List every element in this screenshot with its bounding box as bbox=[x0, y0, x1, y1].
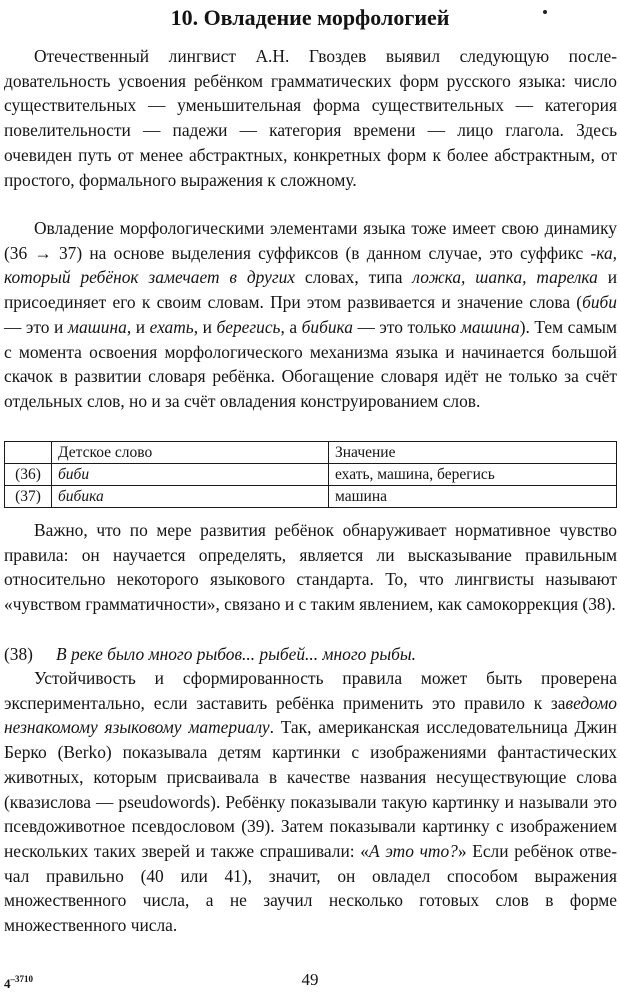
example-number: (38) bbox=[4, 644, 33, 664]
table-header-cell: Значение bbox=[329, 442, 617, 464]
printer-signature: $4^{-3710}$ bbox=[4, 974, 33, 991]
page-number: 49 bbox=[301, 970, 319, 989]
example-38 bbox=[4, 642, 617, 667]
child-words-table bbox=[4, 441, 617, 508]
example-text: В реке было много рыбов... рыбей... много рыбы. bbox=[56, 644, 417, 664]
table-cell-number: (36) bbox=[5, 464, 52, 486]
table-cell-word: бибика bbox=[52, 486, 329, 508]
print-speck bbox=[543, 10, 547, 14]
table-header-cell: Детское слово bbox=[52, 442, 329, 464]
table-header-cell bbox=[5, 442, 52, 464]
paragraph-grammaticality: Важно, что по мере развития ребёнок обнаруживает нормативное чувство правила: он научается определять, является ли высказывание правильным относительно некоторого языкового стандарта. То, что лингвисты называют «чувством грамматичности», связано и с таким явлением, как самокоррекция (38). bbox=[4, 520, 617, 615]
paragraph-morphology: Овладение морфологическими элементами языка тоже имеет свою динамику (36 → 37) на основе выделения суффиксов (в данном случае, это суффикс -ка, который ребёнок замечает в других словах, типа ложка, шапка, тарелка и присоединяет его к своим словам. При этом развивается и значение слова (биби — это и машина, и ехать, и берегись, а бибика — это только машина). Тем самым с момента освоения морфологического механизма языка и начинается большой скачок в развитии словаря ребёнка. Обогащение словаря идёт не только за счёт отдельных слов, но и за счёт овладения конструированием слов. bbox=[4, 218, 618, 411]
table-row bbox=[5, 464, 617, 486]
paragraph-berko: Устойчивость и сформированность правила может быть проверена экспериментально, если заставить ребёнка применить это правило к заведомо незнакомому языковому материалу. Так, американская исследовательница Джин Берко (Berko) показывала детям картинки с изображениями фантастических животных, которым присваивала в качестве названия несуществующие слова (квазислова — pseudowords). Ребёнку показывали такую картинку и называли это псевдоживотное псевдословом (39). Затем показывали картинку с изображением нескольких таких зверей и также спрашивали: «А это что?» Если ребёнок отвечал правильно (40 или 41), значит, он овладел способом выражения множественного числа, а не заучил несколько готовых слов в форме множественного числа. bbox=[4, 668, 617, 936]
table-cell-word: биби bbox=[52, 464, 329, 486]
table-row bbox=[5, 486, 617, 508]
section-title: 10. Овладение морфологией bbox=[170, 5, 450, 30]
table-cell-number: (37) bbox=[5, 486, 52, 508]
paragraph-gvozdev: Отечественный лингвист А.Н. Гвоздев выявил следующую последовательность усвоения ребёнком грамматических форм русского языка: число существительных — уменьшительная форма существительных — категория повелительности — падежи — категория времени — лицо глагола. Здесь очевиден путь от менее абстрактных, конкретных форм к более абстрактным, от простого, формального выражения к сложному. bbox=[4, 46, 617, 190]
table-cell-meaning: ехать, машина, берегись bbox=[329, 464, 617, 486]
table-header-row bbox=[5, 442, 617, 464]
table-cell-meaning: машина bbox=[329, 486, 617, 508]
